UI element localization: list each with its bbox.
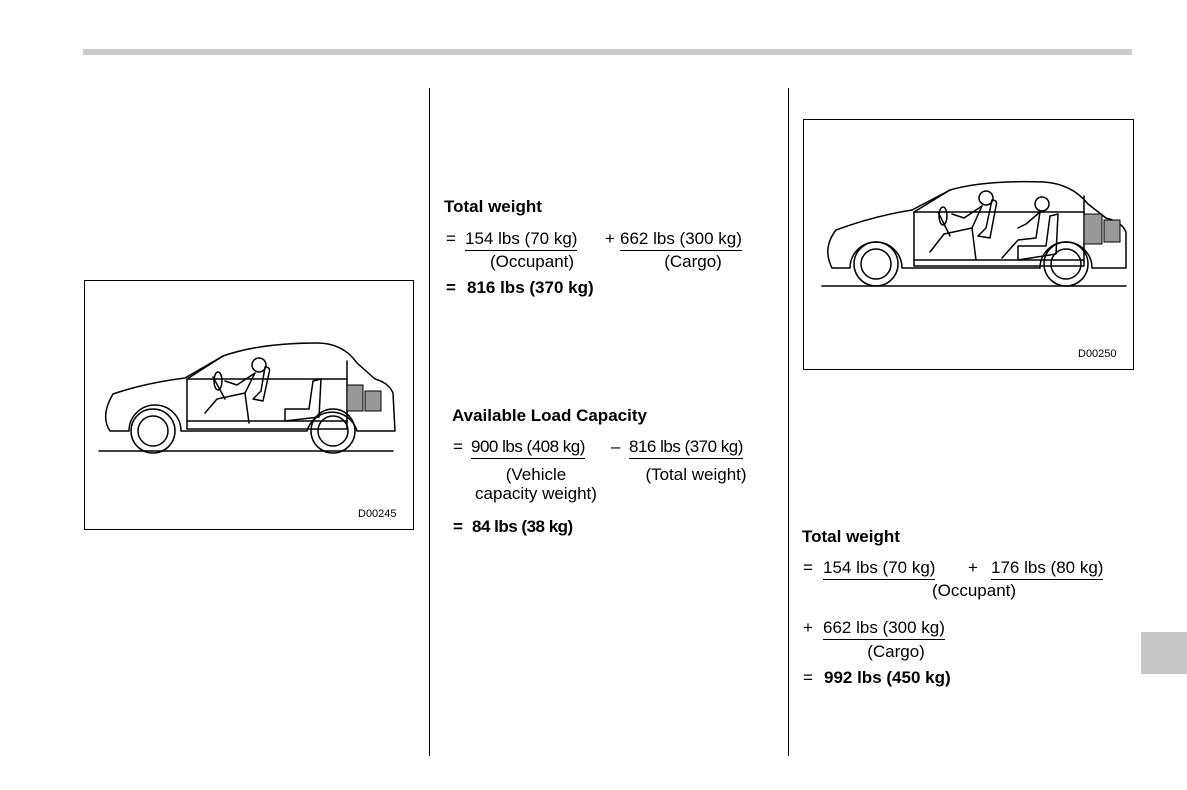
calc2-term-vehicle-capacity: 900 lbs (408 kg) bbox=[471, 437, 585, 459]
calc2-heading: Available Load Capacity bbox=[452, 406, 647, 425]
calc3-term-occupant1: 154 lbs (70 kg) bbox=[823, 558, 935, 580]
car-driver-cargo-illustration bbox=[85, 281, 413, 529]
calc1-equals: = bbox=[446, 229, 456, 248]
column-divider-left bbox=[429, 88, 430, 756]
calc1-heading: Total weight bbox=[444, 197, 542, 216]
calc3-caption-cargo: (Cargo) bbox=[867, 642, 925, 661]
header-rule bbox=[83, 49, 1132, 55]
calc3-plus2: + bbox=[803, 618, 813, 637]
calc1-caption-cargo: (Cargo) bbox=[664, 252, 722, 271]
calc1-result: 816 lbs (370 kg) bbox=[467, 278, 594, 297]
column-divider-right bbox=[788, 88, 789, 756]
calc3-equals: = bbox=[803, 558, 813, 577]
calc2-minus: – bbox=[611, 437, 621, 456]
figure-code-label: D00245 bbox=[358, 508, 397, 520]
calc3-term-occupant2: 176 lbs (80 kg) bbox=[991, 558, 1103, 580]
car-driver-passenger-cargo-illustration bbox=[804, 120, 1133, 369]
calc1-caption-occupant: (Occupant) bbox=[489, 252, 575, 271]
calc3-result: 992 lbs (450 kg) bbox=[824, 668, 951, 687]
calc1-result-equals: = bbox=[446, 278, 456, 297]
calc3-result-equals: = bbox=[803, 668, 813, 687]
calc2-result: 84 lbs (38 kg) bbox=[472, 517, 573, 536]
calc3-term-cargo: 662 lbs (300 kg) bbox=[823, 618, 945, 640]
calc2-result-equals: = bbox=[453, 517, 463, 536]
calc2-equals: = bbox=[453, 437, 463, 456]
calc3-heading: Total weight bbox=[802, 527, 900, 546]
calc1-term-occupant: 154 lbs (70 kg) bbox=[465, 229, 577, 251]
chapter-tab-marker bbox=[1141, 632, 1187, 674]
calc2-caption-capacity-weight: capacity weight) bbox=[475, 484, 597, 503]
figure-driver-cargo bbox=[84, 280, 414, 530]
figure-driver-passenger-cargo bbox=[803, 119, 1134, 370]
calc2-caption-vehicle: (Vehicle bbox=[505, 465, 567, 484]
calc3-caption-occupant: (Occupant) bbox=[931, 581, 1017, 600]
calc3-plus1: + bbox=[968, 558, 978, 577]
calc2-term-total-weight: 816 lbs (370 kg) bbox=[629, 437, 743, 459]
calc1-term-cargo: 662 lbs (300 kg) bbox=[620, 229, 742, 251]
figure-code-label: D00250 bbox=[1078, 348, 1117, 360]
calc1-plus: + bbox=[605, 229, 615, 248]
calc2-caption-total-weight: (Total weight) bbox=[645, 465, 747, 484]
